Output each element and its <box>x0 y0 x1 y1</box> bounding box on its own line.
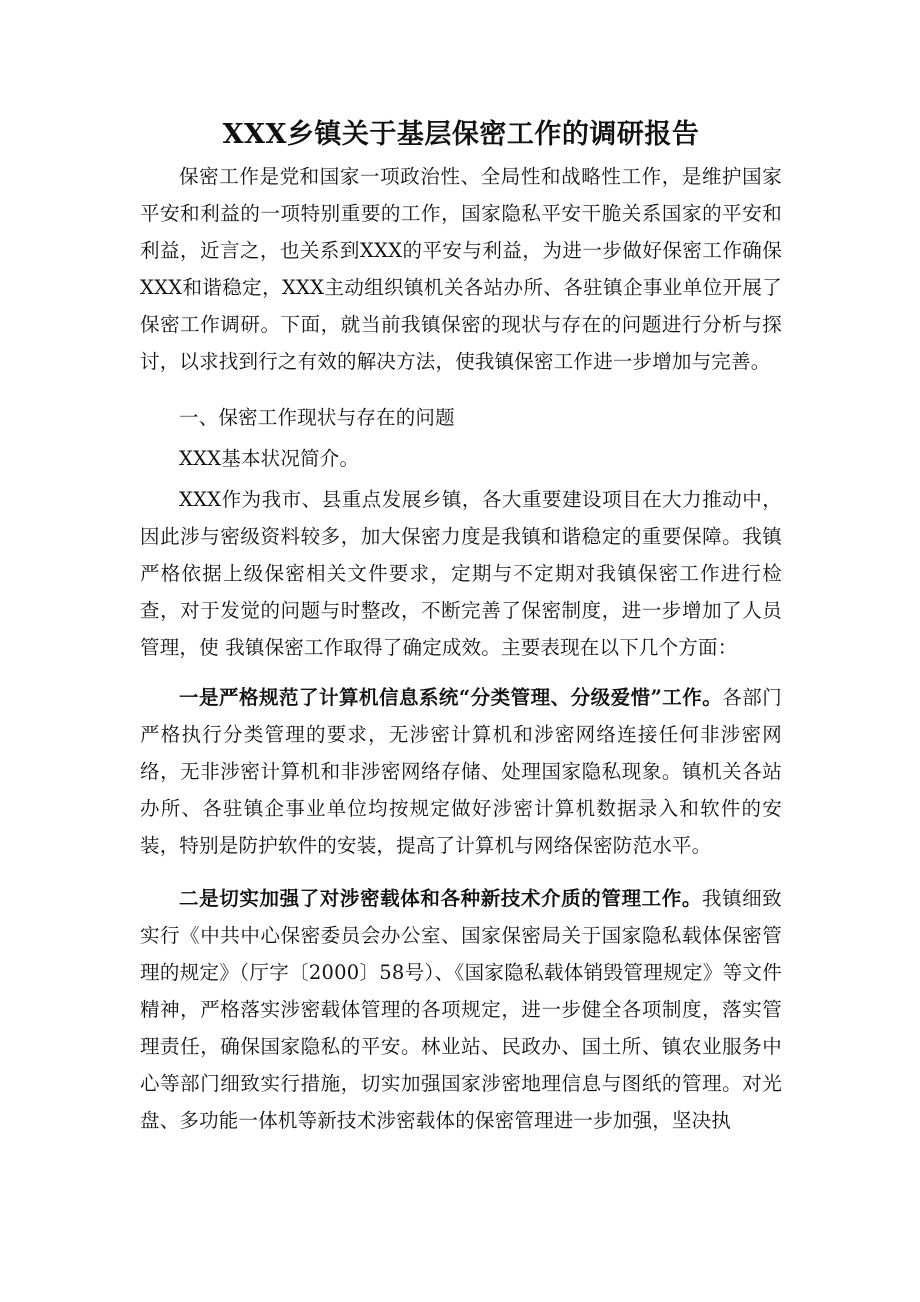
point-one-text: 各部门严格执行分类管理的要求，无涉密计算机和涉密网络连接任何非涉密网络，无非涉密计算机和非涉密网络存储、处理国家隐私现象。镇机关各站办所、各驻镇企事业单位均按规定做好涉密计算机数据录入和软件的安装，特别是防护软件的安装，提高了计算机与网络保密防范水平。 <box>140 686 782 857</box>
point-two-text: 我镇细致实行《中共中心保密委员会办公室、国家保密局关于国家隐私载体保密管理的规定》（厅字〔2000〕58号）、《国家隐私载体销毁管理规定》等文件精神，严格落实涉密载体管理的各项规定，进一步健全各项制度，落实管理责任，确保国家隐私的平安。林业站、民政办、国土所、镇农业服务中心等部门细致实行措施，切实加强国家涉密地理信息与图纸的管理。对光盘、多功能一体机等新技术涉密载体的保密管理进一步加强，坚决执 <box>140 887 782 1132</box>
section-heading: 一、保密工作现状与存在的问题 <box>179 406 455 429</box>
point-two-heading: 二是切实加强了对涉密载体和各种新技术介质的管理工作。 <box>179 887 702 910</box>
intro-paragraph: 保密工作是党和国家一项政治性、全局性和战略性工作，是维护国家平安和利益的一项特别重要的工作，国家隐私平安干脆关系国家的平安和利益，近言之，也关系到XXX的平安与利益，为进一步做好保密工作确保XXX和谐稳定，XXX主动组织镇机关各站办所、各驻镇企事业单位开展了保密工作调研。下面，就当前我镇保密的现状与存在的问题进行分析与探讨，以求找到行之有效的解决方法，使我镇保密工作进一步增加与完善。 <box>140 165 782 373</box>
point-two-paragraph <box>140 880 782 1139</box>
document-title: XXX乡镇关于基层保密工作的调研报告 <box>222 119 700 150</box>
point-one-heading: 一是严格规范了计算机信息系统“分类管理、分级爱惜”工作。 <box>179 686 723 709</box>
subheading: XXX基本状况简介。 <box>179 447 360 470</box>
overview-paragraph: XXX作为我市、县重点发展乡镇，各大重要建设项目在大力推动中，因此涉与密级资料较多，加大保密力度是我镇和谐稳定的重要保障。我镇严格依据上级保密相关文件要求，定期与不定期对我镇保密工作进行检查，对于发觉的问题与时整改，不断完善了保密制度，进一步增加了人员管理，使 我镇保密工作取得了确定成效。主要表现在以下几个方面： <box>140 488 782 659</box>
point-one-paragraph <box>140 679 782 864</box>
